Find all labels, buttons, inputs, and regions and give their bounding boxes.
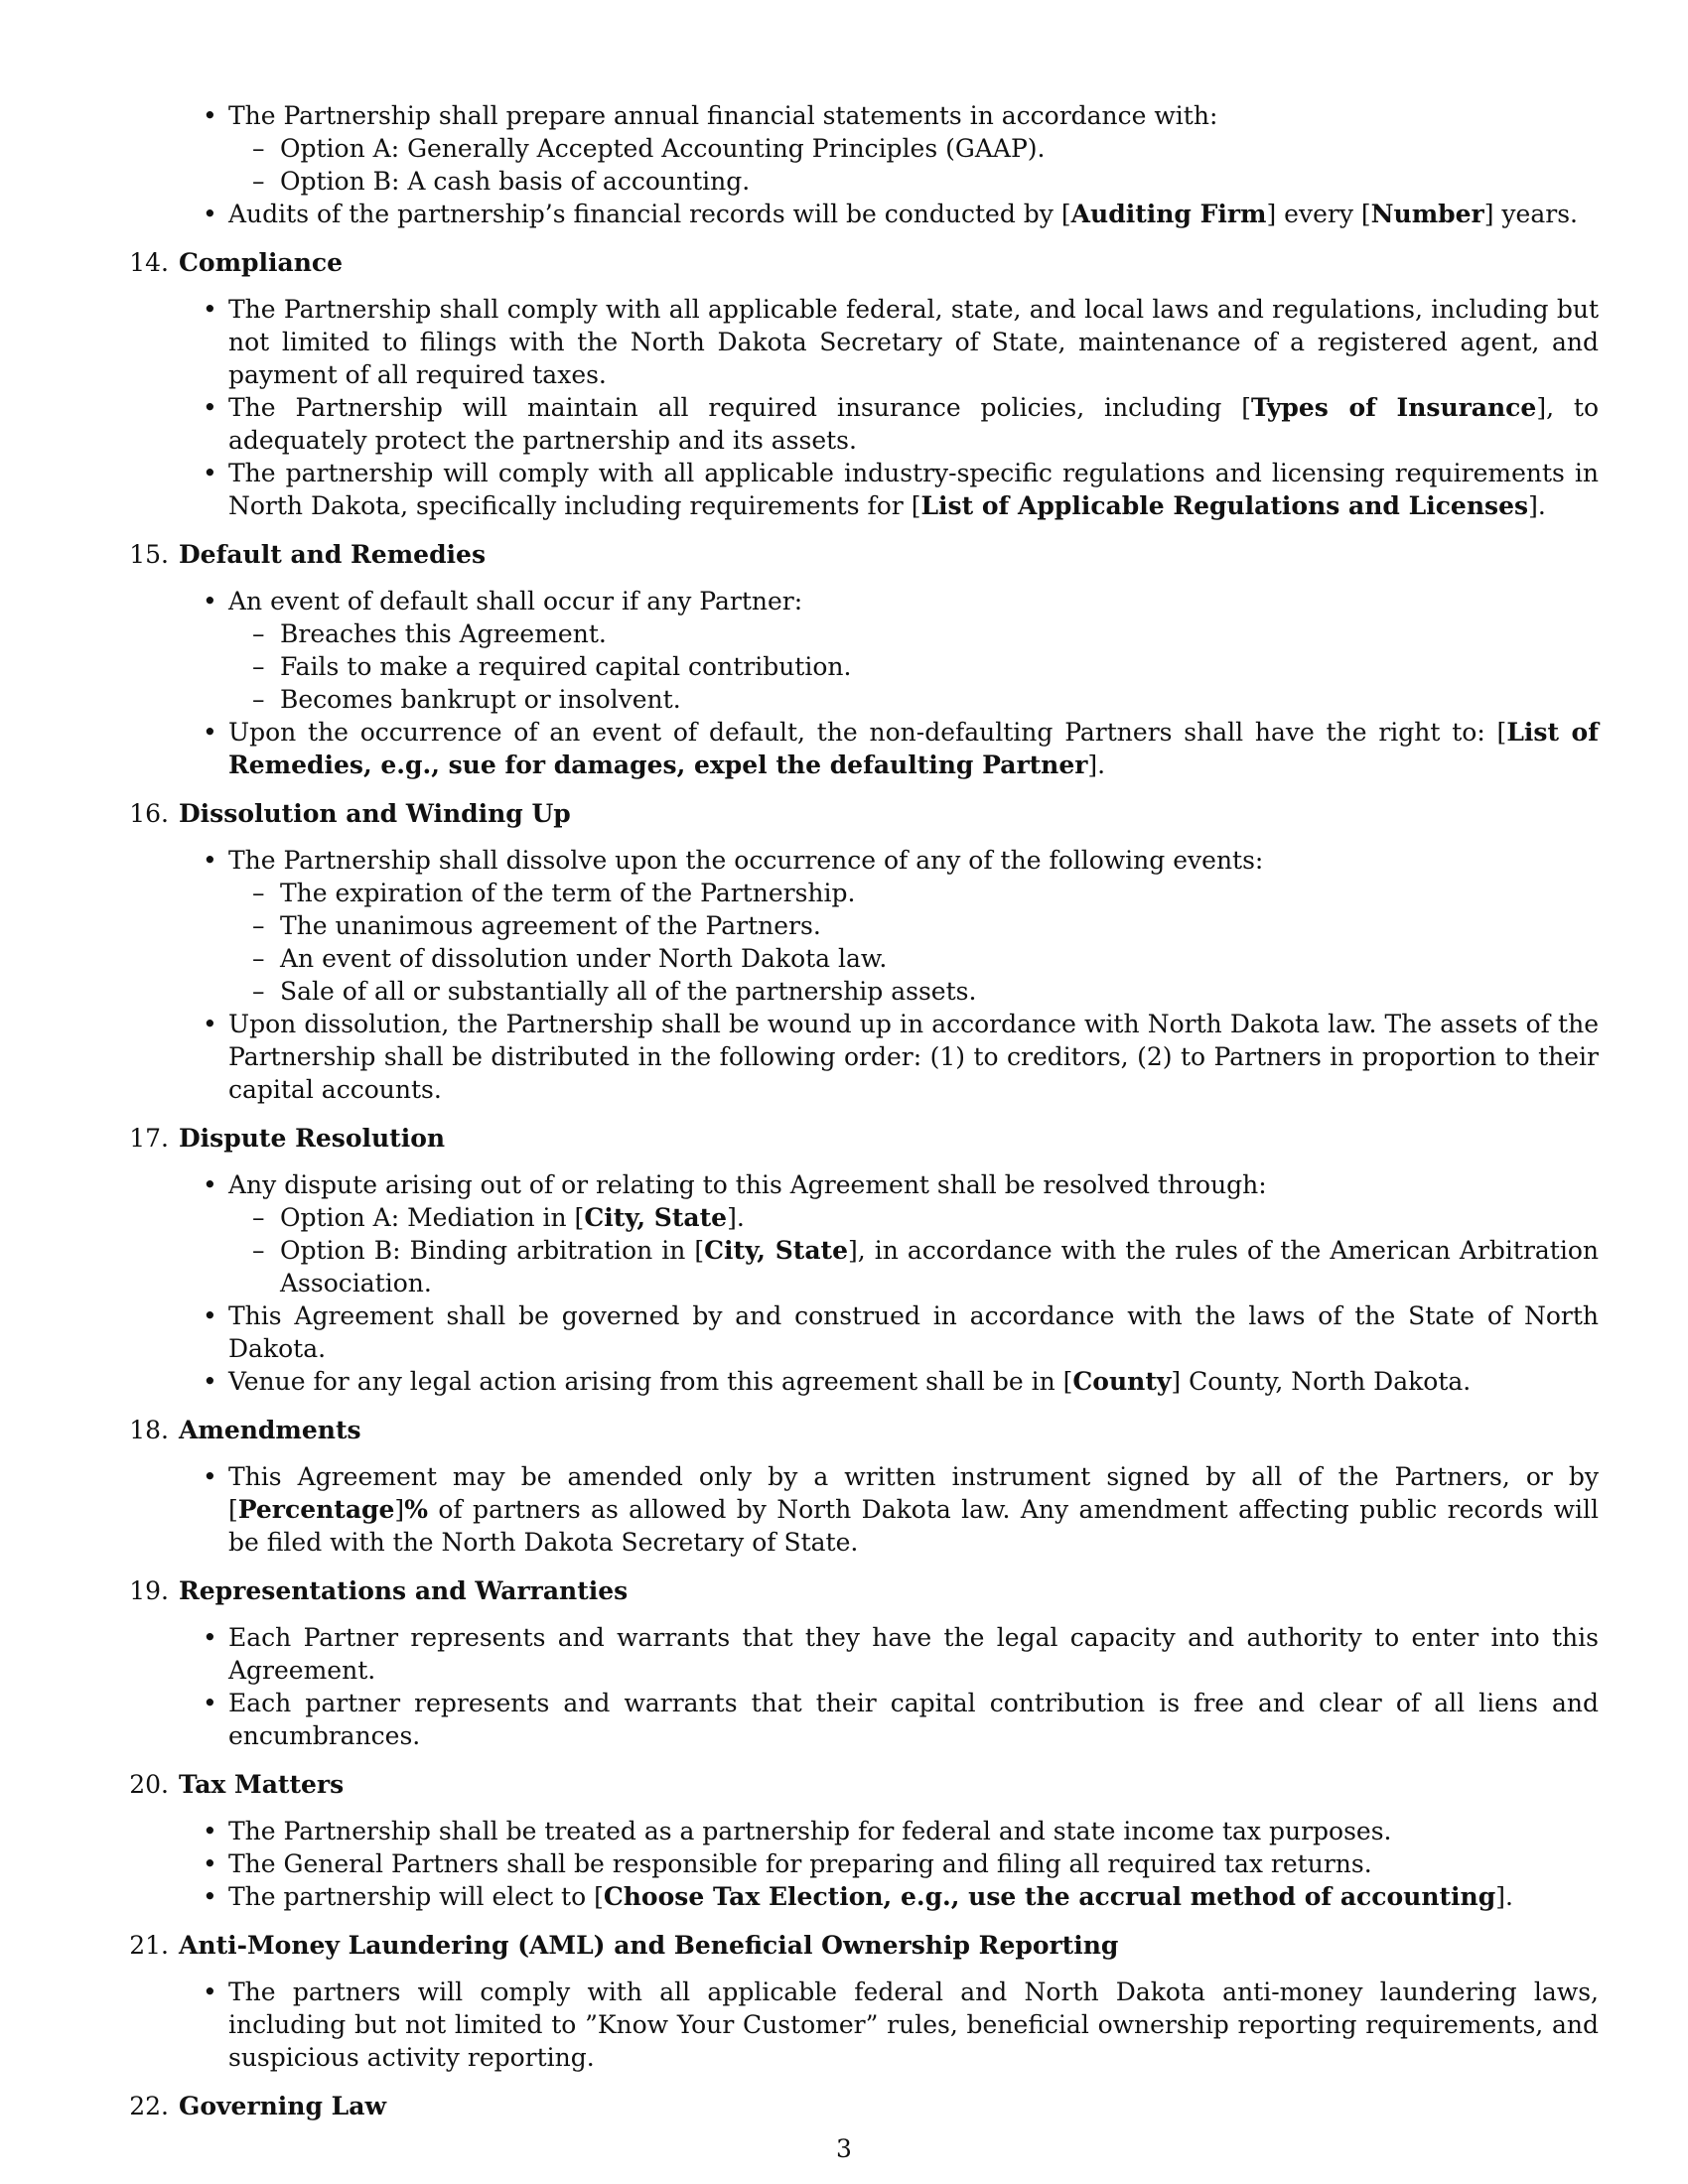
section-title: Anti-Money Laundering (AML) and Beneficial Ownership Reporting bbox=[179, 1931, 1119, 1960]
section-list bbox=[109, 293, 1599, 522]
section-heading-compliance bbox=[109, 246, 1599, 279]
placeholder: County bbox=[1072, 1367, 1172, 1396]
sub-list-item: – The unanimous agreement of the Partners. bbox=[280, 909, 1599, 942]
placeholder: Number bbox=[1370, 200, 1484, 228]
list-item: • The General Partners shall be responsible for preparing and filing all required tax returns. bbox=[228, 1847, 1599, 1880]
placeholder: Types of Insurance bbox=[1250, 393, 1537, 422]
section-title: Compliance bbox=[179, 248, 344, 277]
sub-list-item: – Option B: Binding arbitration in [City, State], in accordance with the rules of the American Arbitration Association. bbox=[280, 1234, 1599, 1299]
sub-list bbox=[228, 617, 1599, 716]
list-item: • The Partnership shall comply with all applicable federal, state, and local laws and regulations, including but not limited to filings with the North Dakota Secretary of State, maintenance of a registered agent, and payment of all required taxes. bbox=[228, 293, 1599, 391]
placeholder: Percentage bbox=[237, 1495, 395, 1524]
section-number: 18. bbox=[129, 1416, 169, 1444]
section-heading-dissolution bbox=[109, 797, 1599, 830]
section-list bbox=[109, 1621, 1599, 1752]
list-item: • An event of default shall occur if any Partner: – Breaches this Agreement. – Fails to make a required capital contribution. – Becomes bankrupt or insolvent. bbox=[228, 585, 1599, 716]
sub-list bbox=[228, 132, 1599, 198]
section-title: Dispute Resolution bbox=[179, 1124, 446, 1153]
document-body bbox=[109, 99, 1599, 2136]
placeholder: List of Applicable Regulations and Licenses bbox=[920, 491, 1529, 520]
list-item: • The Partnership shall dissolve upon the occurrence of any of the following events: – The expiration of the term of the Partnership. – The unanimous agreement of the Partners. – An event of dissolution under North Dakota law. – Sale of all or substantially all of the partnership assets. bbox=[228, 844, 1599, 1008]
section-title: Amendments bbox=[179, 1416, 361, 1444]
list-item: • The partners will comply with all applicable federal and North Dakota anti-money laundering laws, including but not limited to ”Know Your Customer” rules, beneficial ownership reporting requirements, and suspicious activity reporting. bbox=[228, 1976, 1599, 2074]
sub-list-item: – The expiration of the term of the Partnership. bbox=[280, 877, 1599, 909]
section-list bbox=[109, 1976, 1599, 2074]
section-heading-amendments bbox=[109, 1414, 1599, 1446]
list-item: • The partnership will elect to [Choose Tax Election, e.g., use the accrual method of accounting]. bbox=[228, 1880, 1599, 1913]
section-heading-dispute-resolution bbox=[109, 1122, 1599, 1155]
section-number: 19. bbox=[129, 1576, 169, 1605]
list-item: • Each partner represents and warrants that their capital contribution is free and clear of all liens and encumbrances. bbox=[228, 1687, 1599, 1752]
section-number: 22. bbox=[129, 2092, 169, 2120]
intro-list bbox=[109, 99, 1599, 230]
section-number: 21. bbox=[129, 1931, 169, 1960]
sub-list-item: – Option A: Mediation in [City, State]. bbox=[280, 1201, 1599, 1234]
list-item: • The Partnership shall be treated as a partnership for federal and state income tax purposes. bbox=[228, 1815, 1599, 1847]
list-item: • This Agreement may be amended only by a written instrument signed by all of the Partners, or by [Percentage]% of partners as allowed by North Dakota law. Any amendment affecting public records will be filed with the North Dakota Secretary of State. bbox=[228, 1460, 1599, 1559]
section-heading-governing-law bbox=[109, 2090, 1599, 2122]
section-heading-tax-matters bbox=[109, 1768, 1599, 1801]
page-number: 3 bbox=[836, 2134, 852, 2163]
section-heading-representations bbox=[109, 1574, 1599, 1607]
sub-list-item: – Breaches this Agreement. bbox=[280, 617, 1599, 650]
sub-list bbox=[228, 877, 1599, 1008]
percent-sign: % bbox=[404, 1495, 428, 1524]
section-list bbox=[109, 1168, 1599, 1398]
list-item: • Venue for any legal action arising from this agreement shall be in [County] County, North Dakota. bbox=[228, 1365, 1599, 1398]
list-item: • Any dispute arising out of or relating to this Agreement shall be resolved through: – Option A: Mediation in [City, State]. – Option B: Binding arbitration in [City, State], in accordance with the rules of the American Arbitration Association. bbox=[228, 1168, 1599, 1299]
sub-list-item: – Option A: Generally Accepted Accounting Principles (GAAP). bbox=[280, 132, 1599, 165]
section-title: Governing Law bbox=[179, 2092, 386, 2120]
list-item: • This Agreement shall be governed by and construed in accordance with the laws of the State of North Dakota. bbox=[228, 1299, 1599, 1365]
list-item: • The Partnership will maintain all required insurance policies, including [Types of Insurance], to adequately protect the partnership and its assets. bbox=[228, 391, 1599, 457]
placeholder: City, State bbox=[584, 1203, 728, 1232]
section-list bbox=[109, 1815, 1599, 1913]
section-heading-default-remedies bbox=[109, 538, 1599, 571]
sub-list-item: – Becomes bankrupt or insolvent. bbox=[280, 683, 1599, 716]
list-item: • Upon dissolution, the Partnership shall be wound up in accordance with North Dakota law. The assets of the Partnership shall be distributed in the following order: (1) to creditors, (2) to Partners in proportion to their capital accounts. bbox=[228, 1008, 1599, 1106]
list-item: • The partnership will comply with all applicable industry-specific regulations and licensing requirements in North Dakota, specifically including requirements for [List of Applicable Regulations and Licenses]. bbox=[228, 457, 1599, 522]
section-title: Dissolution and Winding Up bbox=[179, 799, 571, 828]
list-item: • Each Partner represents and warrants that they have the legal capacity and authority to enter into this Agreement. bbox=[228, 1621, 1599, 1687]
section-heading-aml bbox=[109, 1929, 1599, 1962]
section-number: 15. bbox=[129, 540, 169, 569]
sub-list-item: – Fails to make a required capital contribution. bbox=[280, 650, 1599, 683]
section-title: Tax Matters bbox=[179, 1770, 345, 1799]
sub-list-item: – Option B: A cash basis of accounting. bbox=[280, 165, 1599, 198]
placeholder: Choose Tax Election, e.g., use the accrual method of accounting bbox=[603, 1882, 1496, 1911]
section-list bbox=[109, 585, 1599, 781]
section-list bbox=[109, 1460, 1599, 1559]
section-number: 17. bbox=[129, 1124, 169, 1153]
sub-list-item: – Sale of all or substantially all of the partnership assets. bbox=[280, 975, 1599, 1008]
list-item: • The Partnership shall prepare annual financial statements in accordance with: – Option A: Generally Accepted Accounting Principles (GAAP). – Option B: A cash basis of accounting. bbox=[228, 99, 1599, 198]
section-number: 14. bbox=[129, 248, 169, 277]
list-item: • Upon the occurrence of an event of default, the non-defaulting Partners shall have the right to: [List of Remedies, e.g., sue for damages, expel the defaulting Partner]. bbox=[228, 716, 1599, 781]
sub-list bbox=[228, 1201, 1599, 1299]
section-title: Default and Remedies bbox=[179, 540, 487, 569]
sub-list-item: – An event of dissolution under North Dakota law. bbox=[280, 942, 1599, 975]
section-number: 20. bbox=[129, 1770, 169, 1799]
section-list bbox=[109, 844, 1599, 1106]
section-title: Representations and Warranties bbox=[179, 1576, 629, 1605]
placeholder: City, State bbox=[704, 1236, 848, 1265]
section-number: 16. bbox=[129, 799, 169, 828]
list-item: • Audits of the partnership’s financial records will be conducted by [Auditing Firm] every [Number] years. bbox=[228, 198, 1599, 230]
placeholder: Auditing Firm bbox=[1070, 200, 1267, 228]
placeholder: List of Remedies, e.g., sue for damages, expel the defaulting Partner bbox=[228, 718, 1599, 779]
